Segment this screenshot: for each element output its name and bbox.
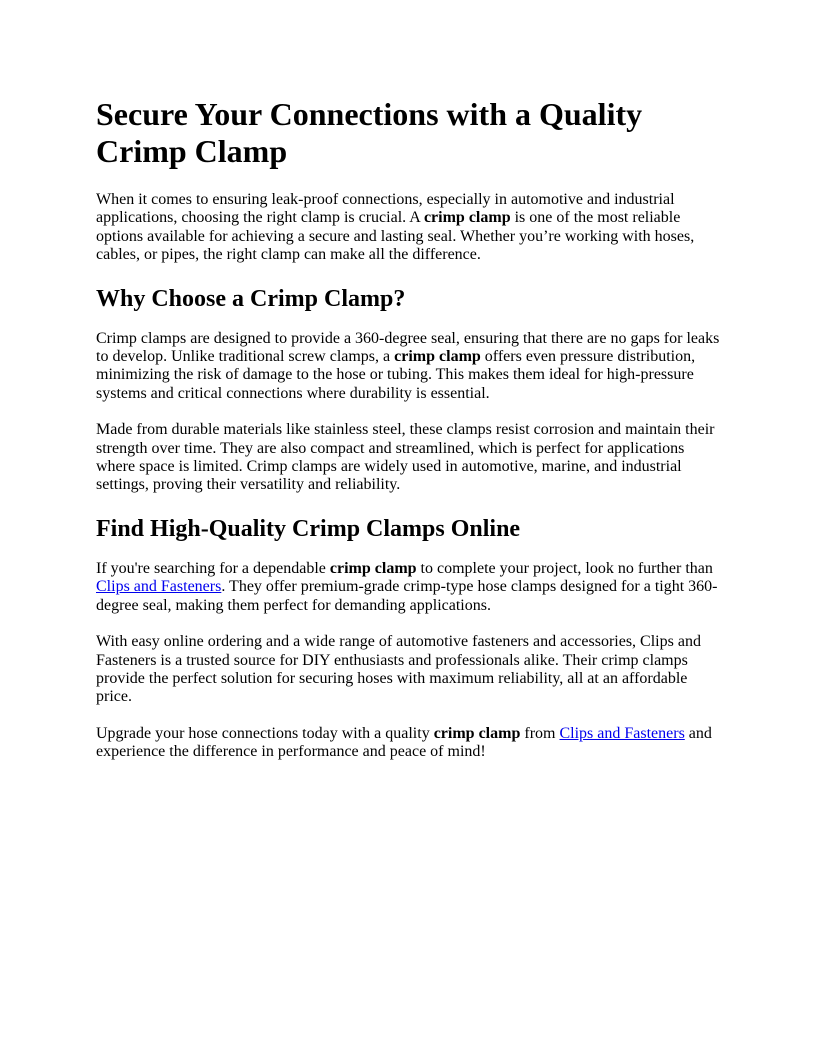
find-online-text-2: to complete your project, look no further than bbox=[416, 559, 713, 577]
find-online-paragraph-2: With easy online ordering and a wide range of automotive fasteners and accessories, Clips and Fasteners is a trusted source for DIY enthusiasts and professionals alike. Their crimp clamps provide the perfect solution for securing hoses with maximum reliability, all at an affordable price. bbox=[96, 633, 701, 706]
why-choose-paragraph-1 bbox=[96, 330, 722, 404]
find-online-text-3: . They offer premium-grade crimp-type hose clamps designed for a tight 360-degree seal, making them perfect for demanding applications. bbox=[96, 578, 718, 614]
find-online-bold-keyword: crimp clamp bbox=[329, 559, 417, 577]
find-online-paragraph-1 bbox=[96, 560, 722, 615]
upgrade-text-1: Upgrade your hose connections today with a quality bbox=[96, 724, 434, 742]
why-choose-text-1: Crimp clamps are designed to provide a 360-degree seal, ensuring that there are no gaps for leaks to develop. Unlike traditional screw clamps, a bbox=[96, 329, 720, 366]
why-choose-paragraph-2: Made from durable materials like stainless steel, these clamps resist corrosion and maintain their strength over time. They are also compact and streamlined, which is perfect for applications where space is limited. Crimp clamps are widely used in automotive, marine, and industrial settings, proving their versatility and reliability. bbox=[96, 421, 715, 494]
why-choose-text-2: offers even pressure distribution, minimizing the risk of damage to the hose or tubing. This makes them ideal for high-pressure systems and critical connections where durability is essential. bbox=[96, 348, 696, 402]
clips-and-fasteners-link-2[interactable]: Clips and Fasteners bbox=[559, 724, 685, 742]
upgrade-text-3: and experience the difference in performance and peace of mind! bbox=[96, 724, 712, 761]
upgrade-text-2: from bbox=[520, 724, 560, 742]
intro-text-2: is one of the most reliable options available for achieving a secure and lasting seal. Whether you’re working with hoses, cables, or pipes, the right clamp can make all the difference. bbox=[96, 209, 695, 264]
intro-paragraph bbox=[96, 191, 722, 265]
page-title: Secure Your Connections with a Quality Crimp Clamp bbox=[96, 96, 643, 169]
clips-and-fasteners-link-1[interactable]: Clips and Fasteners bbox=[96, 578, 222, 596]
section-heading-find-online: Find High-Quality Crimp Clamps Online bbox=[96, 515, 521, 542]
upgrade-bold-keyword: crimp clamp bbox=[433, 724, 521, 742]
intro-text-1: When it comes to ensuring leak-proof connections, especially in automotive and industrial applications, choosing the right clamp is crucial. A bbox=[96, 191, 675, 227]
why-choose-bold-keyword: crimp clamp bbox=[394, 348, 481, 366]
section-heading-why-choose: Why Choose a Crimp Clamp? bbox=[96, 285, 406, 312]
find-online-text-1: If you're searching for a dependable bbox=[96, 559, 330, 577]
find-online-paragraph-3 bbox=[96, 725, 722, 762]
intro-bold-keyword: crimp clamp bbox=[423, 209, 511, 227]
